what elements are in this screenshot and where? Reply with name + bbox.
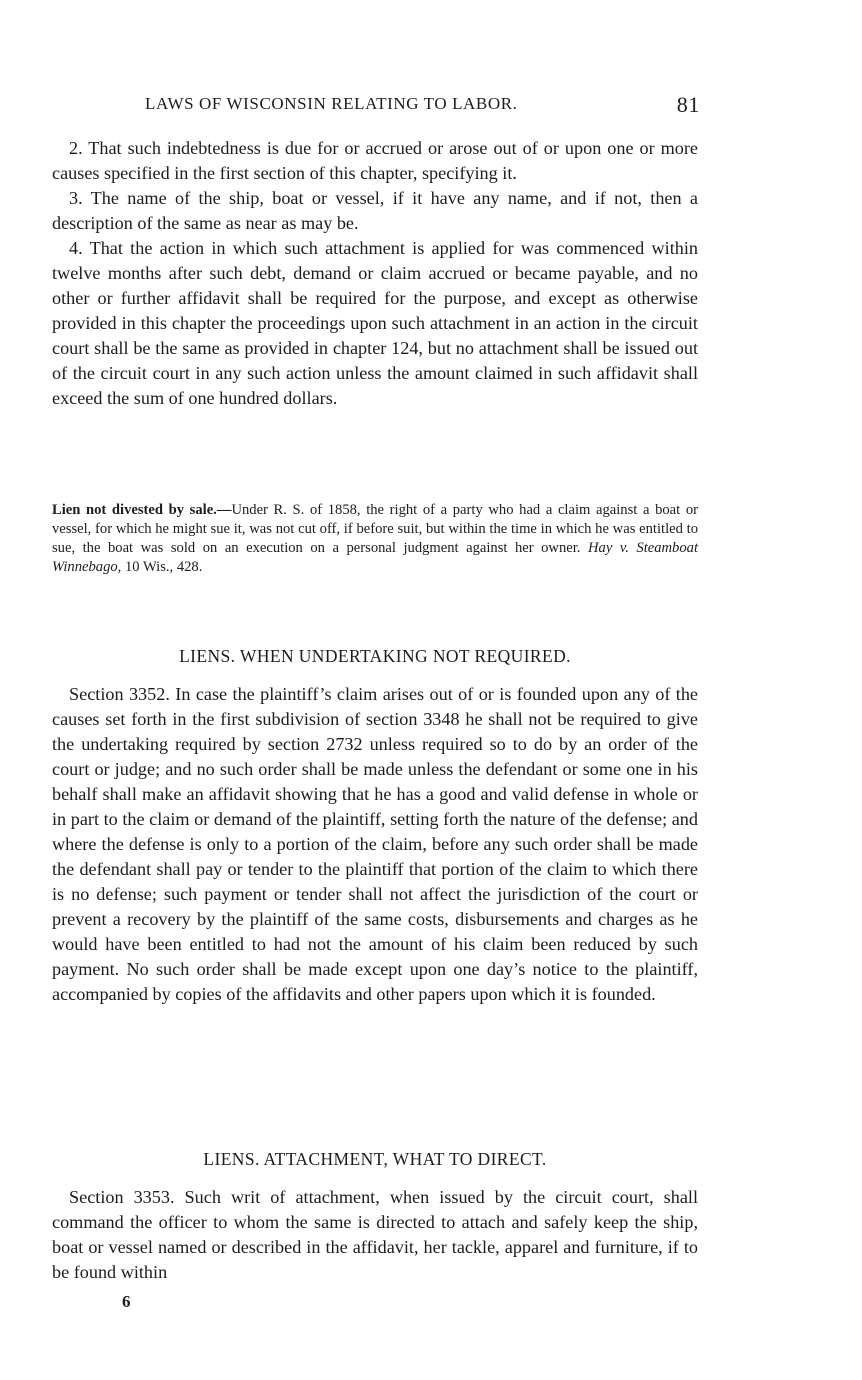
section-3352-text: Section 3352. In case the plaintiff’s claim arises out of or is founded upon any of the causes set forth in the first subdivision of section 3348 he shall not be required to give the undertaking required by section 2732 unless required so to do by an order of the court or judge; and no such order shall be made unless the defendant or some one in his behalf shall make an affidavit showing that he has a good and valid defense in whole or in part to the claim or demand of the plaintiff, setting forth the nature of the defense; and where the defense is only to a portion of the claim, before any such order shall be made the defendant shall pay or tender to the plaintiff that portion of the claim to which there is no defense; such payment or tender shall not affect the jurisdiction of the court or prevent a recovery by the plaintiff of the same costs, disbursements and charges as he would have been entitled to had not the amount of his claim been reduced by such payment. No such order shall be made except upon one day’s notice to the plaintiff, accompanied by copies of the affidavits and other papers upon which it is founded.: [52, 684, 698, 1004]
page-number: 81: [676, 92, 700, 117]
section-3353-text: Section 3353. Such writ of attachment, when issued by the circuit court, shall command the officer to whom the same is directed to attach and safely keep the ship, boat or vessel named or described in the affidavit, her tackle, apparel and furniture, if to be found within: [52, 1187, 698, 1282]
section-3352-heading: LIENS. WHEN UNDERTAKING NOT REQUIRED.: [179, 646, 571, 666]
section-3352-body: [52, 682, 698, 1007]
section-3353-heading: LIENS. ATTACHMENT, WHAT TO DIRECT.: [203, 1149, 547, 1169]
paragraph-clause-2: 2. That such indebtedness is due for or accrued or arose out of or upon one or more causes specified in the first section of this chapter, specifying it.: [52, 138, 698, 183]
note-case-name: Hay v. Steamboat Winnebago,: [52, 540, 699, 575]
paragraph-clause-3: 3. The name of the ship, boat or vessel, if it have any name, and if not, then a description of the same as near as may be.: [52, 188, 698, 233]
annotation-note: [52, 501, 698, 577]
signature-mark: 6: [122, 1292, 131, 1311]
paragraph-clause-4: 4. That the action in which such attachment is applied for was commenced within twelve months after such debt, demand or claim accrued or became payable, and no other or further affidavit shall be required for the purpose, and except as otherwise provided in this chapter the proceedings upon such attachment in an action in the circuit court shall be the same as provided in chapter 124, but no attachment shall be issued out of the circuit court in any such action unless the amount claimed in such affidavit shall exceed the sum of one hundred dollars.: [52, 238, 698, 408]
running-title: LAWS OF WISCONSIN RELATING TO LABOR.: [145, 94, 518, 113]
note-citation: 10 Wis., 428.: [121, 559, 203, 575]
note-lead: Lien not divested by sale.—: [52, 502, 232, 518]
note-text: Under R. S. of 1858, the right of a party who had a claim against a boat or vessel, for which he might sue it, was not cut off, if before suit, but within the time in which he was entitled to sue, the boat was sold on an execution on a personal judgment against her owner.: [52, 502, 698, 556]
paragraphs-top: [52, 136, 698, 411]
section-3353-body: [52, 1185, 698, 1285]
running-header: [145, 92, 700, 118]
